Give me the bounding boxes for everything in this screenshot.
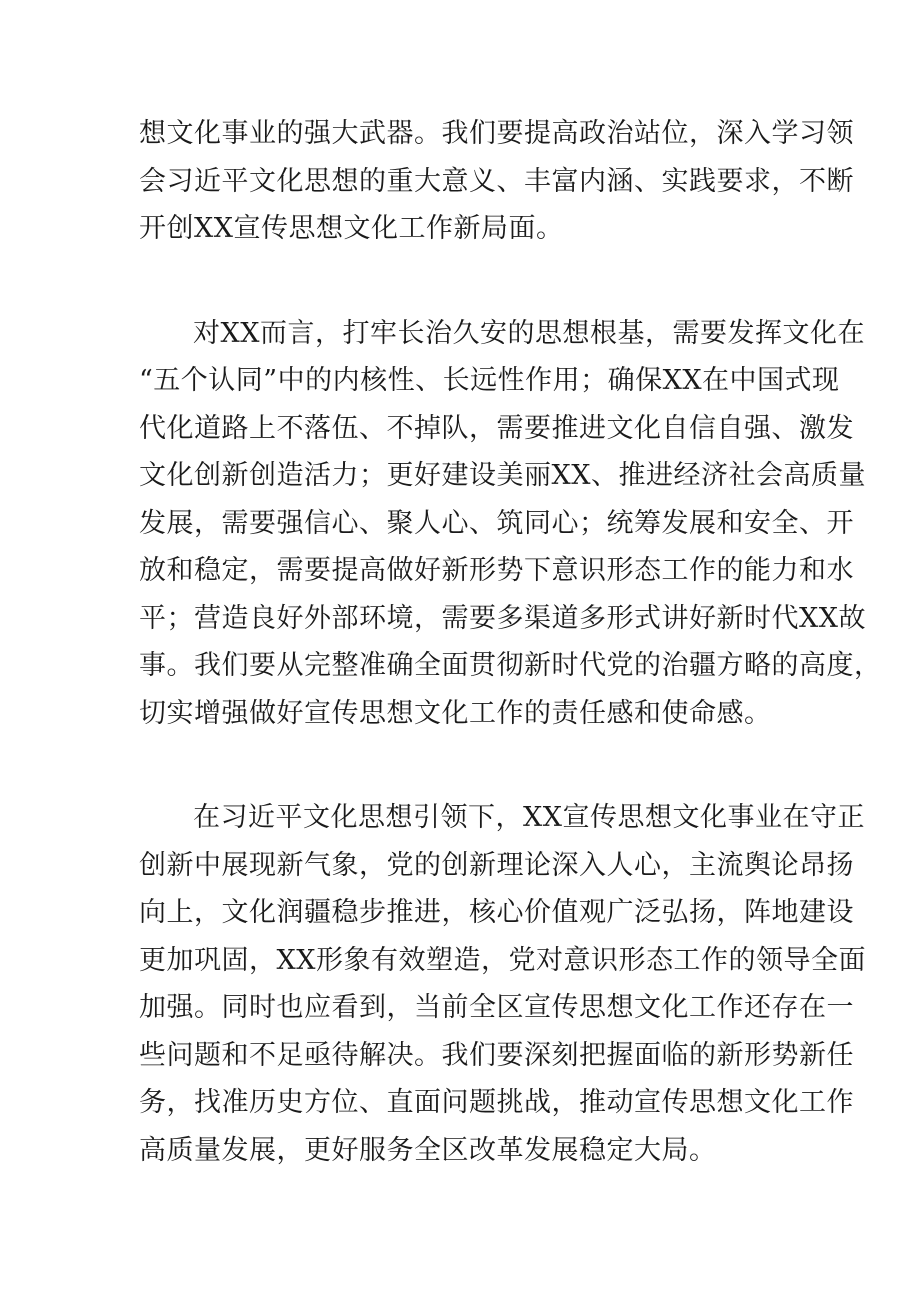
text-line: 些问题和不足亟待解决。我们要深刻把握面临的新形势新任 xyxy=(139,1039,854,1071)
text-line: 创新中展现新气象，党的创新理论深入人心，主流舆论昂扬 xyxy=(139,849,854,881)
text-line: 想文化事业的强大武器。我们要提高政治站位，深入学习领 xyxy=(139,118,854,149)
paragraph-3 xyxy=(139,794,866,1174)
text-line: 平；营造良好外部环境，需要多渠道多形式讲好新时代XX故 xyxy=(139,602,866,634)
paragraph-spacer xyxy=(139,253,793,310)
text-line: “五个认同”中的内核性、长远性作用；确保XX在中国式现 xyxy=(139,365,840,396)
paragraph-1 xyxy=(139,110,854,253)
text-line: 务，找准历史方位、直面问题挑战，推动宣传思想文化工作 xyxy=(139,1087,854,1118)
text-line: 文化创新创造活力；更好建设美丽XX、推进经济社会高质量 xyxy=(139,460,866,491)
text-line: 放和稳定，需要提高做好新形势下意识形态工作的能力和水 xyxy=(139,555,854,586)
paragraph-2 xyxy=(139,310,882,738)
paragraph-spacer xyxy=(139,737,793,794)
text-line: 发展，需要强信心、聚人心、筑同心；统筹发展和安全、开 xyxy=(139,507,854,539)
text-line: 加强。同时也应看到，当前全区宣传思想文化工作还存在一 xyxy=(139,992,854,1023)
text-line: 开创XX宣传思想文化工作新局面。 xyxy=(139,213,564,244)
document-page xyxy=(139,110,882,1174)
text-line: 对XX而言，打牢长治久安的思想根基，需要发挥文化在 xyxy=(193,317,865,349)
text-line: 向上，文化润疆稳步推进，核心价值观广泛弘扬，阵地建设 xyxy=(139,897,854,928)
text-line: 代化道路上不落伍、不掉队，需要推进文化自信自强、激发 xyxy=(139,412,854,444)
text-line: 高质量发展，更好服务全区改革发展稳定大局。 xyxy=(139,1134,717,1166)
text-line: 事。我们要从完整准确全面贯彻新时代党的治疆方略的高度， xyxy=(139,650,882,681)
text-line: 在习近平文化思想引领下，XX宣传思想文化事业在守正 xyxy=(193,802,865,833)
text-line: 切实增强做好宣传思想文化工作的责任感和使命感。 xyxy=(139,697,772,729)
text-line: 更加巩固，XX形象有效塑造，党对意识形态工作的领导全面 xyxy=(139,944,866,976)
text-line: 会习近平文化思想的重大意义、丰富内涵、实践要求，不断 xyxy=(139,165,854,197)
